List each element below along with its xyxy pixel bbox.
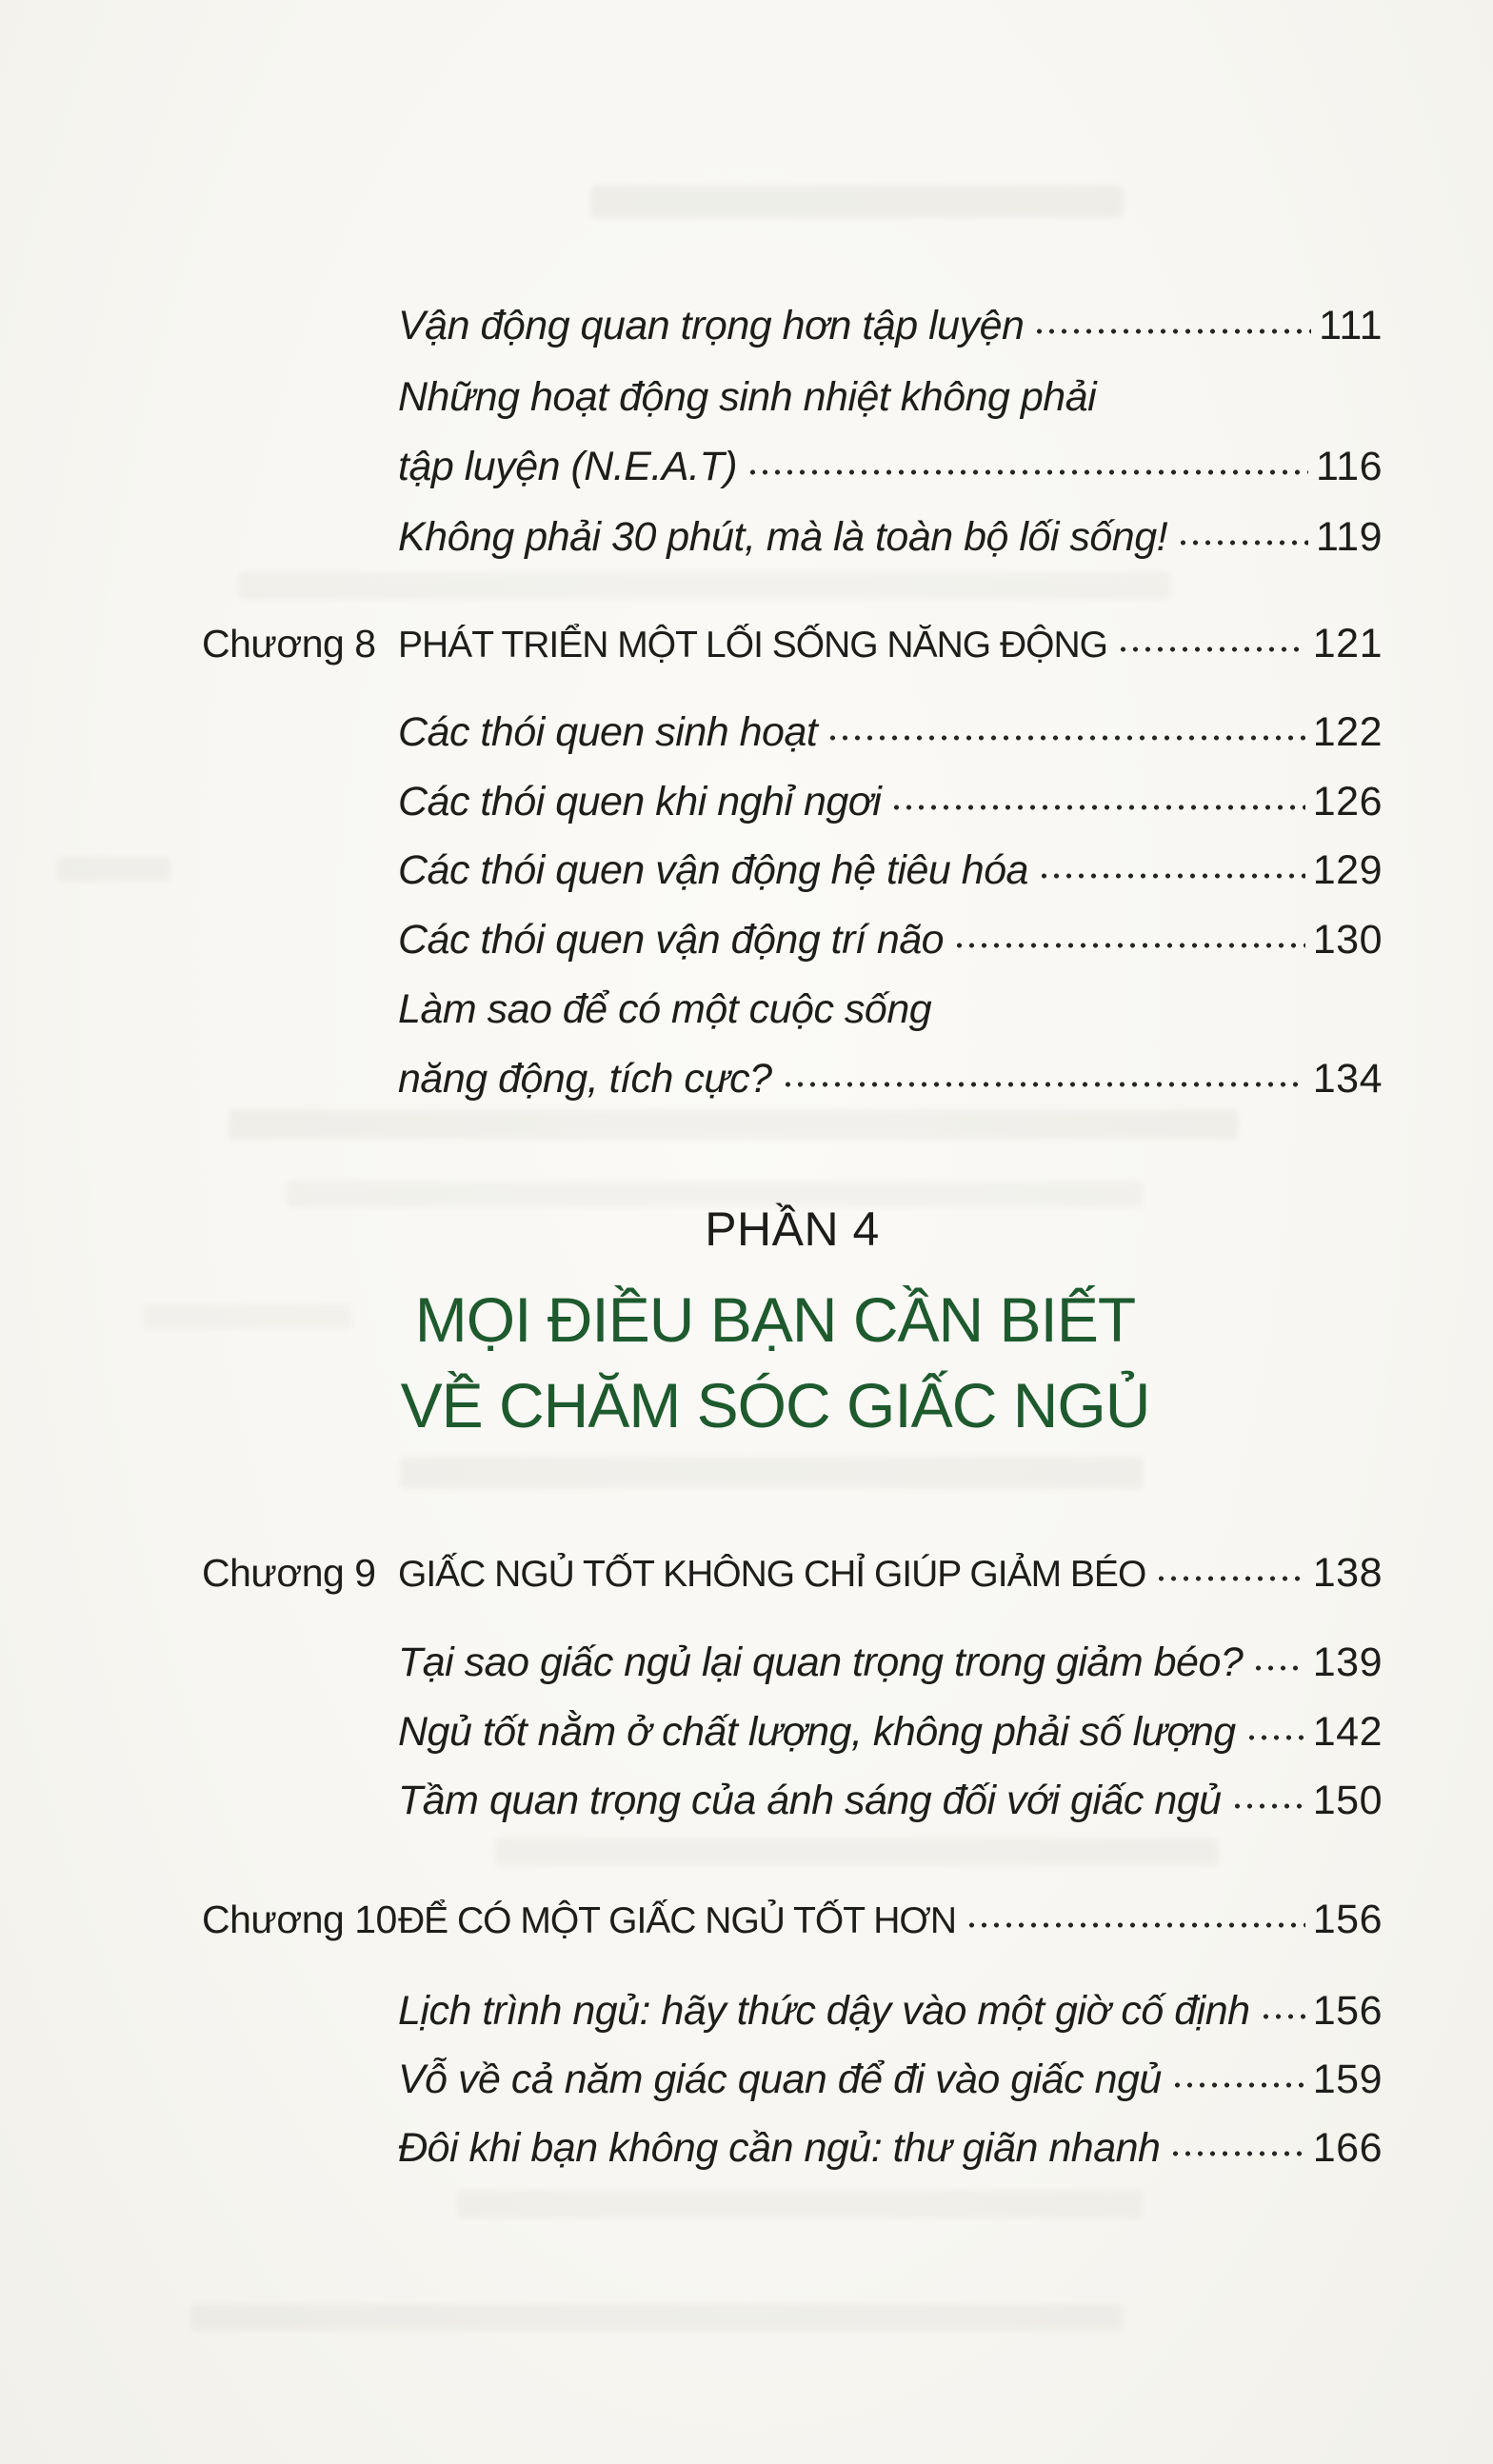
toc-entry-title: Các thói quen vận động hệ tiêu hóa	[398, 847, 1028, 893]
toc-row	[202, 514, 1383, 561]
toc-entry-page: 116	[1315, 444, 1383, 489]
toc-entry-page: 138	[1312, 1550, 1383, 1596]
toc-entry-page: 156	[1312, 1988, 1383, 2034]
bleed-through-artifact	[229, 1109, 1238, 1140]
toc-row	[202, 1709, 1383, 1756]
toc-row	[202, 1056, 1383, 1103]
chapter-label: Chương 10	[202, 1898, 397, 1941]
toc-entry-title: Không phải 30 phút, mà là toàn bộ lối sống!	[398, 514, 1168, 560]
part-title-line-2: VỀ CHĂM SÓC GIẤC NGỦ	[400, 1370, 1150, 1441]
toc-row	[202, 444, 1383, 490]
toc-row	[202, 1639, 1383, 1686]
dot-leader	[1231, 1800, 1305, 1812]
dot-leader	[746, 467, 1308, 478]
toc-chapter-row	[202, 1897, 1383, 1943]
bleed-through-artifact	[190, 2304, 1124, 2331]
toc-entry-page: 150	[1312, 1778, 1383, 1823]
toc-entry-title: Làm sao để có một cuộc sống	[398, 986, 932, 1032]
dot-leader	[1117, 644, 1305, 655]
toc-row	[202, 1988, 1383, 2035]
dot-leader	[890, 802, 1304, 813]
part-kicker: PHẦN 4	[705, 1202, 880, 1256]
toc-entry-page: 122	[1312, 709, 1383, 755]
dot-leader	[1169, 2148, 1304, 2159]
dot-leader	[1252, 1662, 1304, 1674]
bleed-through-artifact	[457, 2190, 1143, 2218]
bleed-through-artifact	[495, 1838, 1219, 1866]
toc-entry-title: Vận động quan trọng hơn tập luyện	[398, 303, 1025, 348]
toc-entry-page: 156	[1312, 1897, 1383, 1942]
dot-leader	[953, 940, 1305, 951]
toc-entry-title: Ngủ tốt nằm ở chất lượng, không phải số lượng	[398, 1709, 1236, 1755]
dot-leader	[965, 1919, 1305, 1931]
dot-leader	[1177, 537, 1308, 548]
dot-leader	[1171, 2079, 1305, 2091]
toc-row	[202, 2125, 1383, 2172]
dot-leader	[782, 1079, 1305, 1090]
bleed-through-artifact	[590, 186, 1124, 218]
toc-entry-page: 159	[1312, 2057, 1383, 2102]
toc-entry-title: Lịch trình ngủ: hãy thức dậy vào một giờ cố định	[398, 1988, 1250, 2034]
toc-entry-page: 126	[1312, 779, 1383, 825]
toc-entry-title: năng động, tích cực?	[398, 1056, 772, 1102]
dot-leader	[1038, 870, 1305, 882]
toc-entry-page: 119	[1315, 514, 1383, 560]
toc-row	[202, 779, 1383, 825]
toc-row	[202, 917, 1383, 964]
toc-row	[202, 2057, 1383, 2103]
toc-entry-title: Tầm quan trọng của ánh sáng đối với giấc ngủ	[398, 1778, 1222, 1823]
chapter-label: Chương 8	[202, 622, 376, 666]
toc-entry-title: Vỗ về cả năm giác quan để đi vào giấc ngủ	[398, 2057, 1162, 2102]
toc-entry-page: 142	[1312, 1709, 1383, 1755]
toc-row	[202, 303, 1383, 349]
toc-entry-page: 134	[1312, 1056, 1383, 1102]
toc-row	[202, 709, 1383, 756]
toc-entry-title: Các thói quen khi nghỉ ngơi	[398, 779, 882, 825]
bleed-through-artifact	[57, 857, 171, 882]
toc-row	[202, 986, 1383, 1033]
dot-leader	[1260, 2011, 1305, 2022]
toc-row	[202, 847, 1383, 894]
toc-row	[202, 1778, 1383, 1824]
toc-entry-title: Các thói quen sinh hoạt	[398, 709, 818, 755]
dot-leader	[1155, 1573, 1304, 1584]
toc-entry-page: 139	[1312, 1639, 1383, 1685]
toc-entry-title: Tại sao giấc ngủ lại quan trọng trong giảm béo?	[398, 1639, 1244, 1685]
toc-entry-page: 111	[1319, 303, 1383, 348]
toc-entry-page: 129	[1312, 847, 1383, 893]
dot-leader	[1245, 1732, 1305, 1743]
toc-entry-title: Các thói quen vận động trí não	[398, 917, 945, 963]
toc-chapter-row	[202, 621, 1383, 667]
toc-row	[202, 374, 1383, 421]
part-title-line-1: MỌI ĐIỀU BẠN CẦN BIẾT	[414, 1284, 1136, 1355]
toc-chapter-row	[202, 1550, 1383, 1597]
toc-entry-page: 166	[1312, 2125, 1383, 2171]
toc-entry-page: 121	[1312, 621, 1383, 666]
toc-entry-title: Những hoạt động sinh nhiệt không phải	[398, 374, 1097, 420]
dot-leader	[1033, 326, 1311, 337]
toc-entry-title: Đôi khi bạn không cần ngủ: thư giãn nhanh	[398, 2125, 1161, 2171]
toc-chapter-title: GIẤC NGỦ TỐT KHÔNG CHỈ GIÚP GIẢM BÉO	[398, 1554, 1146, 1595]
toc-chapter-title: ĐỂ CÓ MỘT GIẤC NGỦ TỐT HƠN	[398, 1900, 956, 1941]
bleed-through-artifact	[238, 571, 1171, 600]
bleed-through-artifact	[400, 1457, 1143, 1489]
toc-entry-page: 130	[1312, 917, 1383, 963]
chapter-label: Chương 9	[202, 1551, 376, 1595]
dot-leader	[826, 732, 1304, 744]
toc-chapter-title: PHÁT TRIỂN MỘT LỐI SỐNG NĂNG ĐỘNG	[398, 625, 1107, 666]
toc-entry-title: tập luyện (N.E.A.T)	[398, 444, 738, 489]
